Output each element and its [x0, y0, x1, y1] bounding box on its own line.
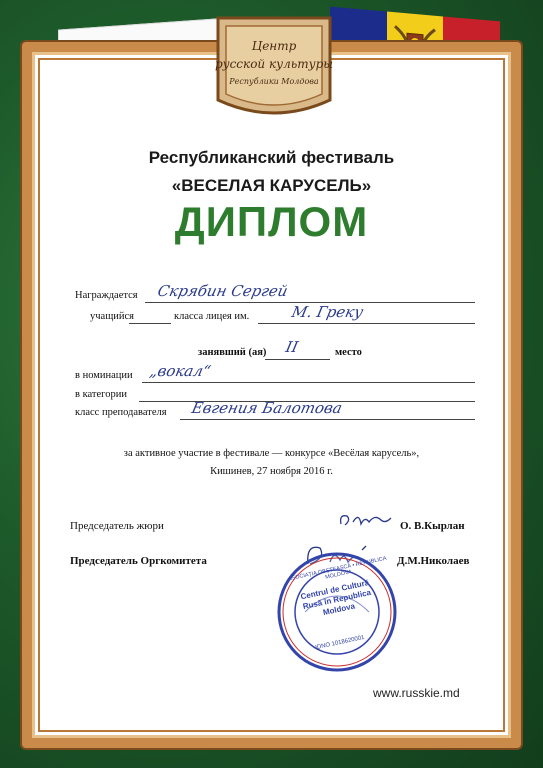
center-emblem-icon: [210, 8, 338, 122]
nomination-underline: [142, 382, 475, 383]
lyceum-name: М. Греку: [290, 303, 365, 321]
jury-chair-label: Председатель жюри: [70, 520, 164, 532]
org-chair-label: Председатель Оргкомитета: [70, 555, 207, 567]
place-date: Кишинев, 27 ноября 2016 г.: [210, 466, 333, 477]
jury-chair-name: О. В.Кырлан: [400, 520, 465, 532]
nomination-value: „вокал“: [148, 362, 213, 380]
awarded-name: Скрябин Сергей: [156, 282, 290, 300]
class-number-underline: [129, 323, 171, 324]
svg-text:Центр: Центр: [251, 39, 297, 53]
teacher-underline: [180, 419, 475, 420]
stamp-code-text: IDNO 1018620001: [314, 634, 366, 652]
place-label: занявший (ая): [198, 347, 267, 358]
stamp-ring-text: ASOCIAȚIA OBȘTEASCĂ • REPUBLICA MOLDOVA: [287, 555, 388, 583]
diploma-heading: ДИПЛОМ: [174, 198, 369, 245]
nomination-label: в номинации: [75, 370, 133, 381]
festival-name: «ВЕСЕЛАЯ КАРУСЕЛЬ»: [171, 176, 372, 195]
org-chair-name: Д.М.Николаев: [397, 555, 470, 567]
teacher-label: класс преподавателя: [75, 407, 167, 418]
lyceum-underline: [258, 323, 475, 324]
svg-text:русской культуры: русской культуры: [214, 57, 334, 71]
category-label: в категории: [75, 389, 127, 400]
place-underline: [265, 359, 330, 360]
place-value: II: [284, 338, 300, 356]
festival-title: Республиканский фестиваль: [148, 148, 395, 167]
svg-text:Республики Молдова: Республики Молдова: [229, 77, 319, 86]
awarded-label: Награждается: [75, 290, 138, 301]
stamp-center-text: Centrul de Cultură Rusă în Republica Moldova: [299, 578, 372, 618]
jury-signature-icon: [335, 508, 395, 532]
website-url: www.russkie.md: [373, 686, 460, 700]
teacher-name: Евгения Балотова: [190, 399, 344, 417]
class-label: класса лицея им.: [174, 311, 250, 322]
place-suffix: место: [335, 347, 362, 358]
participation-text: за активное участие в фестивале — конкурсе «Весёлая карусель»,: [123, 448, 420, 459]
student-label: учащийся: [90, 311, 135, 322]
